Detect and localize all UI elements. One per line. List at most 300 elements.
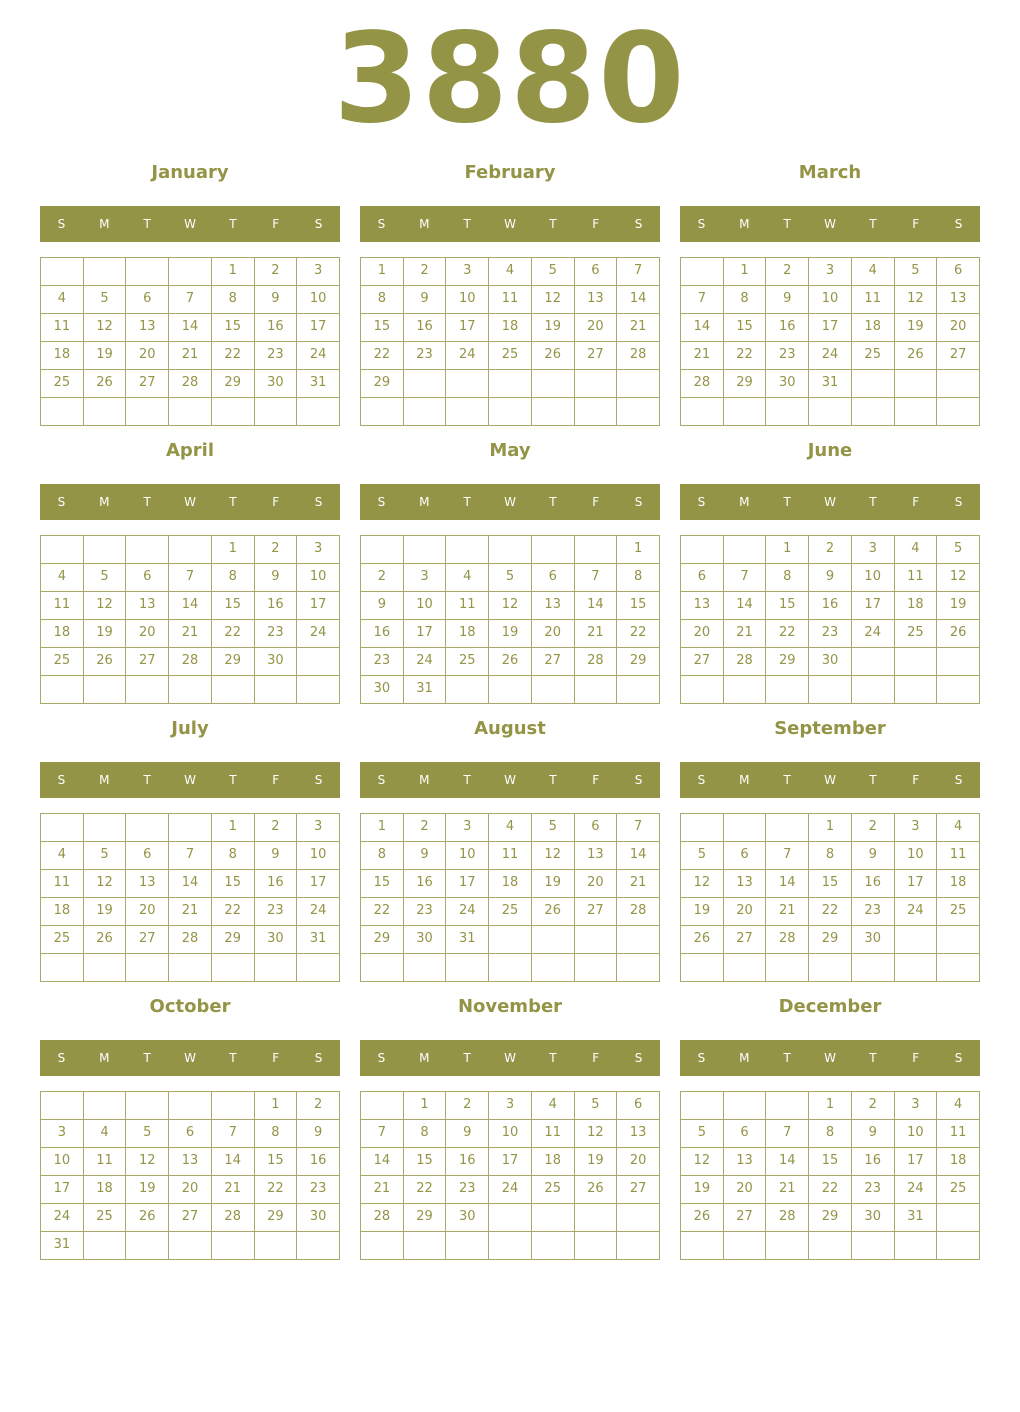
- day-cell: 5: [575, 1092, 618, 1120]
- day-cell: 28: [169, 926, 212, 954]
- weekday-label: T: [463, 773, 471, 787]
- day-cell: 19: [84, 620, 127, 648]
- empty-day-cell: [84, 676, 127, 704]
- day-cell: 28: [681, 370, 724, 398]
- day-cell: 21: [575, 620, 618, 648]
- weekday-label: S: [314, 773, 323, 787]
- weekday-label: W: [824, 217, 836, 231]
- empty-day-cell: [852, 954, 895, 982]
- month-name: December: [778, 996, 882, 1017]
- day-cell: 3: [446, 258, 489, 286]
- empty-day-cell: [446, 954, 489, 982]
- day-cell: 11: [41, 314, 84, 342]
- day-cell: 9: [255, 286, 298, 314]
- empty-day-cell: [937, 398, 980, 426]
- day-cell: 24: [489, 1176, 532, 1204]
- day-cell: 13: [169, 1148, 212, 1176]
- weekday-label: S: [634, 217, 643, 231]
- empty-day-cell: [575, 954, 618, 982]
- day-cell: 9: [361, 592, 404, 620]
- empty-day-cell: [255, 676, 298, 704]
- empty-day-cell: [84, 954, 127, 982]
- day-cell: 26: [532, 342, 575, 370]
- month-name: May: [489, 440, 531, 461]
- empty-day-cell: [766, 1092, 809, 1120]
- day-cell: 5: [532, 814, 575, 842]
- day-cell: 9: [255, 564, 298, 592]
- day-cell: 6: [681, 564, 724, 592]
- day-cell: 2: [255, 258, 298, 286]
- day-cell: 16: [297, 1148, 340, 1176]
- day-cell: 13: [532, 592, 575, 620]
- empty-day-cell: [255, 1232, 298, 1260]
- weekday-header: [40, 484, 340, 520]
- day-cell: 8: [361, 286, 404, 314]
- day-cell: 19: [84, 342, 127, 370]
- day-cell: 5: [84, 564, 127, 592]
- weekday-label: F: [592, 217, 600, 231]
- month-name: April: [165, 440, 215, 461]
- day-grid: [40, 535, 340, 704]
- empty-day-cell: [895, 954, 938, 982]
- day-cell: 3: [895, 1092, 938, 1120]
- day-cell: 21: [169, 620, 212, 648]
- day-cell: 17: [446, 870, 489, 898]
- weekday-label: T: [783, 1051, 791, 1065]
- day-grid: [360, 813, 660, 982]
- day-cell: 17: [446, 314, 489, 342]
- day-cell: 25: [84, 1204, 127, 1232]
- day-cell: 1: [212, 814, 255, 842]
- day-cell: 28: [361, 1204, 404, 1232]
- day-cell: 24: [41, 1204, 84, 1232]
- empty-day-cell: [489, 398, 532, 426]
- weekday-label: M: [739, 217, 750, 231]
- day-cell: 20: [937, 314, 980, 342]
- day-cell: 4: [41, 842, 84, 870]
- day-cell: 27: [681, 648, 724, 676]
- day-cell: 29: [255, 1204, 298, 1232]
- empty-day-cell: [404, 954, 447, 982]
- empty-day-cell: [404, 536, 447, 564]
- weekday-label: T: [463, 1051, 471, 1065]
- empty-day-cell: [937, 1204, 980, 1232]
- empty-day-cell: [724, 1232, 767, 1260]
- day-cell: 20: [532, 620, 575, 648]
- day-cell: 25: [937, 898, 980, 926]
- day-grid: [680, 257, 980, 426]
- weekday-label: T: [783, 495, 791, 509]
- day-cell: 2: [255, 536, 298, 564]
- day-cell: 26: [126, 1204, 169, 1232]
- day-cell: 18: [937, 870, 980, 898]
- day-cell: 23: [446, 1176, 489, 1204]
- day-cell: 31: [446, 926, 489, 954]
- day-cell: 27: [575, 898, 618, 926]
- day-cell: 30: [852, 1204, 895, 1232]
- empty-day-cell: [895, 370, 938, 398]
- day-cell: 28: [575, 648, 618, 676]
- day-cell: 14: [169, 870, 212, 898]
- day-cell: 19: [489, 620, 532, 648]
- day-cell: 6: [532, 564, 575, 592]
- weekday-label: S: [697, 217, 706, 231]
- day-cell: 3: [297, 258, 340, 286]
- empty-day-cell: [41, 1092, 84, 1120]
- weekday-label: T: [143, 217, 151, 231]
- day-cell: 11: [937, 1120, 980, 1148]
- day-cell: 25: [41, 370, 84, 398]
- day-cell: 4: [489, 814, 532, 842]
- day-cell: 15: [724, 314, 767, 342]
- day-cell: 25: [895, 620, 938, 648]
- month-name: June: [807, 440, 853, 461]
- day-cell: 16: [446, 1148, 489, 1176]
- day-cell: 14: [766, 1148, 809, 1176]
- empty-day-cell: [361, 954, 404, 982]
- weekday-header: [360, 1040, 660, 1076]
- empty-day-cell: [724, 1092, 767, 1120]
- day-cell: 5: [532, 258, 575, 286]
- day-cell: 8: [766, 564, 809, 592]
- day-cell: 5: [937, 536, 980, 564]
- empty-day-cell: [84, 814, 127, 842]
- weekday-label: W: [184, 495, 196, 509]
- day-cell: 23: [404, 342, 447, 370]
- day-cell: 7: [617, 814, 660, 842]
- empty-day-cell: [41, 258, 84, 286]
- day-cell: 15: [255, 1148, 298, 1176]
- day-cell: 18: [489, 870, 532, 898]
- empty-day-cell: [404, 398, 447, 426]
- day-grid: [40, 257, 340, 426]
- weekday-label: W: [504, 773, 516, 787]
- day-cell: 10: [41, 1148, 84, 1176]
- day-cell: 13: [575, 286, 618, 314]
- empty-day-cell: [212, 676, 255, 704]
- day-cell: 14: [361, 1148, 404, 1176]
- day-cell: 9: [852, 1120, 895, 1148]
- day-cell: 20: [575, 870, 618, 898]
- day-cell: 10: [446, 286, 489, 314]
- weekday-label: M: [99, 495, 110, 509]
- day-cell: 15: [361, 314, 404, 342]
- day-cell: 26: [84, 370, 127, 398]
- day-cell: 22: [361, 898, 404, 926]
- day-cell: 15: [212, 314, 255, 342]
- empty-day-cell: [575, 676, 618, 704]
- day-cell: 1: [809, 814, 852, 842]
- month-name: March: [798, 162, 862, 183]
- day-cell: 9: [809, 564, 852, 592]
- empty-day-cell: [937, 1232, 980, 1260]
- day-cell: 9: [255, 842, 298, 870]
- day-cell: 17: [404, 620, 447, 648]
- empty-day-cell: [169, 676, 212, 704]
- day-cell: 7: [575, 564, 618, 592]
- weekday-label: W: [184, 217, 196, 231]
- weekday-label: S: [314, 217, 323, 231]
- day-cell: 8: [361, 842, 404, 870]
- day-cell: 31: [297, 370, 340, 398]
- empty-day-cell: [489, 1232, 532, 1260]
- weekday-label: M: [99, 773, 110, 787]
- day-cell: 17: [297, 592, 340, 620]
- day-cell: 5: [84, 286, 127, 314]
- weekday-label: S: [377, 495, 386, 509]
- day-cell: 22: [212, 342, 255, 370]
- day-cell: 29: [212, 648, 255, 676]
- empty-day-cell: [681, 258, 724, 286]
- empty-day-cell: [575, 536, 618, 564]
- day-cell: 22: [809, 898, 852, 926]
- empty-day-cell: [766, 814, 809, 842]
- day-cell: 16: [255, 592, 298, 620]
- day-cell: 10: [852, 564, 895, 592]
- day-cell: 12: [532, 286, 575, 314]
- day-cell: 1: [212, 258, 255, 286]
- empty-day-cell: [169, 1092, 212, 1120]
- weekday-label: T: [549, 1051, 557, 1065]
- day-cell: 2: [255, 814, 298, 842]
- empty-day-cell: [766, 676, 809, 704]
- day-cell: 27: [126, 648, 169, 676]
- weekday-label: T: [229, 495, 237, 509]
- day-cell: 2: [361, 564, 404, 592]
- weekday-label: M: [99, 217, 110, 231]
- day-cell: 22: [724, 342, 767, 370]
- day-cell: 25: [852, 342, 895, 370]
- weekday-label: S: [57, 773, 66, 787]
- day-cell: 5: [681, 1120, 724, 1148]
- day-cell: 20: [575, 314, 618, 342]
- day-cell: 11: [532, 1120, 575, 1148]
- day-cell: 23: [852, 1176, 895, 1204]
- day-cell: 12: [126, 1148, 169, 1176]
- weekday-label: T: [463, 495, 471, 509]
- empty-day-cell: [575, 1204, 618, 1232]
- day-cell: 13: [126, 592, 169, 620]
- empty-day-cell: [895, 398, 938, 426]
- day-cell: 6: [575, 258, 618, 286]
- weekday-label: S: [697, 1051, 706, 1065]
- day-cell: 18: [84, 1176, 127, 1204]
- day-cell: 13: [575, 842, 618, 870]
- empty-day-cell: [404, 370, 447, 398]
- day-cell: 15: [809, 870, 852, 898]
- day-cell: 2: [404, 258, 447, 286]
- empty-day-cell: [84, 398, 127, 426]
- day-cell: 8: [212, 842, 255, 870]
- weekday-label: F: [272, 773, 280, 787]
- empty-day-cell: [617, 676, 660, 704]
- day-cell: 20: [126, 620, 169, 648]
- empty-day-cell: [852, 648, 895, 676]
- day-cell: 17: [852, 592, 895, 620]
- day-cell: 6: [617, 1092, 660, 1120]
- day-cell: 2: [404, 814, 447, 842]
- day-cell: 11: [489, 286, 532, 314]
- weekday-label: W: [184, 1051, 196, 1065]
- day-cell: 11: [895, 564, 938, 592]
- weekday-label: S: [314, 495, 323, 509]
- day-cell: 7: [766, 1120, 809, 1148]
- empty-day-cell: [852, 1232, 895, 1260]
- weekday-label: F: [912, 773, 920, 787]
- empty-day-cell: [809, 954, 852, 982]
- day-cell: 13: [724, 1148, 767, 1176]
- day-cell: 16: [852, 1148, 895, 1176]
- day-cell: 19: [681, 898, 724, 926]
- day-cell: 7: [169, 842, 212, 870]
- day-cell: 17: [297, 314, 340, 342]
- day-cell: 12: [937, 564, 980, 592]
- empty-day-cell: [489, 1204, 532, 1232]
- day-cell: 8: [212, 286, 255, 314]
- day-cell: 16: [255, 314, 298, 342]
- day-cell: 23: [255, 620, 298, 648]
- day-cell: 10: [895, 1120, 938, 1148]
- empty-day-cell: [169, 1232, 212, 1260]
- day-cell: 12: [84, 870, 127, 898]
- day-cell: 14: [681, 314, 724, 342]
- empty-day-cell: [532, 926, 575, 954]
- day-cell: 30: [766, 370, 809, 398]
- empty-day-cell: [937, 926, 980, 954]
- day-cell: 23: [361, 648, 404, 676]
- day-cell: 4: [937, 1092, 980, 1120]
- empty-day-cell: [212, 1092, 255, 1120]
- day-cell: 20: [681, 620, 724, 648]
- day-cell: 11: [852, 286, 895, 314]
- day-cell: 29: [766, 648, 809, 676]
- day-cell: 6: [126, 286, 169, 314]
- weekday-label: W: [504, 1051, 516, 1065]
- day-cell: 12: [489, 592, 532, 620]
- day-cell: 23: [809, 620, 852, 648]
- day-cell: 13: [126, 870, 169, 898]
- day-cell: 18: [41, 620, 84, 648]
- day-cell: 2: [297, 1092, 340, 1120]
- day-cell: 22: [617, 620, 660, 648]
- day-cell: 20: [724, 898, 767, 926]
- day-cell: 16: [361, 620, 404, 648]
- day-cell: 16: [404, 314, 447, 342]
- weekday-label: M: [739, 1051, 750, 1065]
- day-cell: 26: [895, 342, 938, 370]
- day-cell: 21: [212, 1176, 255, 1204]
- empty-day-cell: [361, 1232, 404, 1260]
- empty-day-cell: [895, 648, 938, 676]
- weekday-label: W: [504, 495, 516, 509]
- day-cell: 17: [809, 314, 852, 342]
- weekday-label: S: [634, 1051, 643, 1065]
- day-cell: 4: [532, 1092, 575, 1120]
- empty-day-cell: [617, 954, 660, 982]
- empty-day-cell: [937, 648, 980, 676]
- weekday-header: [40, 762, 340, 798]
- day-cell: 4: [84, 1120, 127, 1148]
- day-cell: 18: [489, 314, 532, 342]
- day-cell: 23: [852, 898, 895, 926]
- day-cell: 4: [852, 258, 895, 286]
- empty-day-cell: [681, 814, 724, 842]
- weekday-label: F: [272, 1051, 280, 1065]
- day-cell: 22: [212, 898, 255, 926]
- empty-day-cell: [617, 926, 660, 954]
- day-cell: 27: [169, 1204, 212, 1232]
- day-cell: 17: [489, 1148, 532, 1176]
- day-cell: 2: [852, 814, 895, 842]
- day-cell: 15: [212, 592, 255, 620]
- empty-day-cell: [895, 676, 938, 704]
- day-cell: 30: [255, 648, 298, 676]
- day-cell: 29: [724, 370, 767, 398]
- day-cell: 21: [169, 898, 212, 926]
- day-cell: 8: [404, 1120, 447, 1148]
- day-cell: 1: [255, 1092, 298, 1120]
- month-name: September: [774, 718, 886, 739]
- weekday-label: W: [824, 495, 836, 509]
- weekday-label: S: [377, 1051, 386, 1065]
- empty-day-cell: [297, 1232, 340, 1260]
- weekday-header: [360, 762, 660, 798]
- day-cell: 11: [446, 592, 489, 620]
- empty-day-cell: [724, 536, 767, 564]
- empty-day-cell: [532, 954, 575, 982]
- day-cell: 27: [724, 1204, 767, 1232]
- day-cell: 11: [84, 1148, 127, 1176]
- day-cell: 24: [809, 342, 852, 370]
- empty-day-cell: [126, 676, 169, 704]
- day-cell: 19: [937, 592, 980, 620]
- empty-day-cell: [766, 398, 809, 426]
- empty-day-cell: [126, 1232, 169, 1260]
- day-cell: 9: [766, 286, 809, 314]
- day-cell: 21: [361, 1176, 404, 1204]
- month-name: August: [474, 718, 546, 739]
- empty-day-cell: [169, 814, 212, 842]
- weekday-label: S: [314, 1051, 323, 1065]
- weekday-label: S: [377, 773, 386, 787]
- empty-day-cell: [532, 398, 575, 426]
- empty-day-cell: [489, 536, 532, 564]
- weekday-label: T: [143, 495, 151, 509]
- day-cell: 15: [809, 1148, 852, 1176]
- day-cell: 3: [41, 1120, 84, 1148]
- day-cell: 28: [617, 898, 660, 926]
- day-cell: 21: [617, 870, 660, 898]
- empty-day-cell: [361, 1092, 404, 1120]
- day-cell: 3: [895, 814, 938, 842]
- month-name: July: [171, 718, 209, 739]
- day-cell: 4: [895, 536, 938, 564]
- day-grid: [680, 1091, 980, 1260]
- empty-day-cell: [446, 536, 489, 564]
- day-cell: 9: [404, 286, 447, 314]
- day-cell: 3: [809, 258, 852, 286]
- day-cell: 19: [681, 1176, 724, 1204]
- empty-day-cell: [84, 536, 127, 564]
- day-cell: 15: [404, 1148, 447, 1176]
- day-cell: 14: [617, 842, 660, 870]
- day-cell: 6: [575, 814, 618, 842]
- day-cell: 16: [809, 592, 852, 620]
- empty-day-cell: [126, 258, 169, 286]
- weekday-label: M: [419, 1051, 430, 1065]
- day-cell: 23: [255, 342, 298, 370]
- day-cell: 7: [169, 286, 212, 314]
